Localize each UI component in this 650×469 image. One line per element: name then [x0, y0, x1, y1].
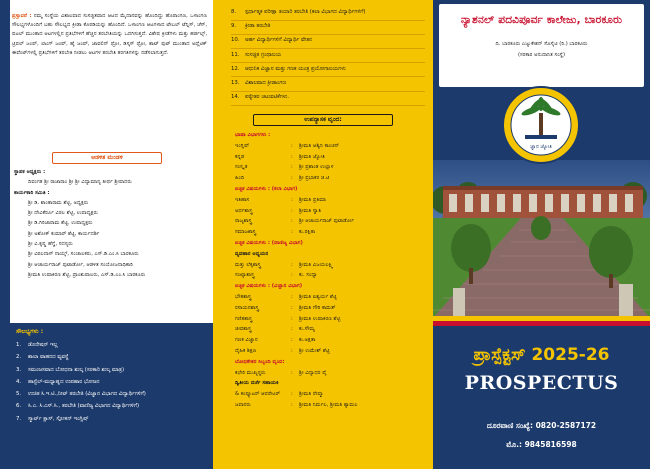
faculty-name: ಕು.ಅಕ್ಷತಾ — [299, 337, 316, 344]
faculty-colon: : — [291, 347, 293, 354]
faculty-subject: ಜೀವಶಾಸ್ತ್ರ — [235, 326, 252, 333]
logo-motto: ಜ್ಞಾನ ಜ್ಯೋತಿ — [530, 144, 552, 150]
intro-line: ಬಹು ಸೌಲಭ್ಯದ ಕ್ರೀಡಾ ಕೊಠಡಿಯನ್ನು ಹೊಂದಿದೆ. ಒಳಾಂಗಣ — [42, 22, 145, 29]
feature-item — [10, 364, 213, 376]
faculty-name: ಶ್ರೀಮತಿ ವಿಜಯಲಕ್ಷ್ಮಿ — [299, 261, 334, 268]
row-separator — [231, 48, 425, 49]
faculty-name: ಶ್ರೀಮತಿ ಆಶ್ವಿನಿ ಕಾಂಚನ್ — [299, 142, 340, 149]
faculty-colon: : — [291, 164, 293, 171]
faculty-colon: : — [291, 272, 293, 279]
faculty-row — [225, 195, 425, 206]
faculty-name: ಕು.ರಕ್ಷಿತಾ — [299, 229, 316, 236]
feature-number: 11. — [231, 51, 240, 58]
faculty-colon: : — [291, 218, 293, 225]
faculty-subject: ಜವಾನರು — [235, 401, 251, 408]
faculty-name: ಶ್ರೀಮತಿ ರೇಷ್ಮಾ — [299, 391, 324, 398]
feature-text: ಸುಸಜ್ಜಿತ ಗ್ರಂಥಾಲಯ — [245, 51, 282, 58]
faculty-colon: : — [291, 196, 293, 203]
feature-number: 4. — [16, 378, 22, 385]
row-separator — [231, 34, 425, 35]
intro-paragraph — [12, 12, 207, 58]
aided-note: (ಸರಕಾರ ಅನುದಾನಿತ ಸಂಸ್ಥೆ) — [517, 52, 566, 58]
faculty-row — [225, 270, 425, 281]
faculty-subject: ವ್ಯವಹಾರ ಅಧ್ಯಯನ — [235, 250, 269, 257]
faculty-colon: : — [291, 142, 293, 149]
faculty-row — [225, 378, 425, 389]
row-separator — [231, 76, 425, 77]
feature-item — [231, 66, 346, 73]
faculty-section-heading — [225, 184, 425, 195]
feature-text: ಆಧುನಿಕ ವಿಜ್ಞಾನ ಮತ್ತು ಗಣಕ ಯಂತ್ರ ಪ್ರಯೋಗಾಲಯಗಳು — [245, 65, 346, 72]
board-member: ಶ್ರೀ ವಿ.ಕೃಷ್ಣ ಹೆಗ್ಡೆ, ಸದಸ್ಯರು — [28, 241, 73, 248]
feature-number: 6. — [16, 403, 22, 410]
board-subheading: ಸ್ಥಾಪಕ ಅಧ್ಯಕ್ಷರು : — [14, 169, 46, 175]
faculty-subject: ಗಣಿತಶಾಸ್ತ್ರ — [235, 315, 253, 322]
faculty-subject: ಅರ್ಥಶಾಸ್ತ್ರ — [235, 207, 253, 214]
faculty-name: ಶ್ರೀಮತಿ ನಿರ್ಮಲ, ಶ್ರೀಮತಿ ಶ್ಯಾಮಲ — [299, 401, 358, 408]
row-separator — [231, 91, 425, 92]
faculty-subject: ಬೋಧಕೇತರ ಸಿಬ್ಬಂದಿ ವೃಂದ: — [235, 358, 285, 365]
feature-item — [10, 400, 213, 412]
feature-text: ಸಿ.ಎ. ಸಿ.ಎಸ್.ಸಿ., ತರಬೇತಿ (ವಾಣಿಜ್ಯ ವಿಭಾಗದ ವಿದ್ಯಾರ್ಥಿಗಳಿಗೆ) — [28, 403, 140, 410]
feature-number: 5. — [16, 391, 22, 398]
faculty-name: ಶ್ರೀಮತಿ ಸ್ವಾತಿ — [299, 207, 322, 214]
college-logo — [501, 85, 581, 165]
society-name: ದಿ. ಬಾರಕೂರು ಎಜ್ಯುಕೇಶನ್ ಸೊಸೈಟಿ (ರಿ.) ಬಾರಕೂರು — [495, 41, 588, 47]
feature-text: ಉಚಿತ ಸಿ.ಇ.ಟಿ.,ನೀಟ್ ತರಬೇತಿ (ವಿಜ್ಞಾನ ವಿಭಾಗದ ವಿದ್ಯಾರ್ಥಿಗಳಿಗೆ) — [28, 391, 146, 398]
campus-photo — [433, 160, 650, 318]
intro-heading: ಪ್ರಸ್ತಾವನೆ : — [12, 13, 32, 19]
faculty-name: ಶ್ರೀ ಪ್ರಶಾಂತ ಉಲ್ಲಾಳ — [299, 164, 334, 171]
faculty-subject: ಗಣಕ ವಿಜ್ಞಾನ — [235, 337, 258, 344]
intro-body — [12, 13, 207, 56]
faculty-name: ಕು. ಸಂಧ್ಯಾ — [299, 272, 318, 279]
feature-text: ಶಾಲಾ ವಾಹನದ ವ್ಯವಸ್ಥೆ — [28, 354, 69, 361]
feature-number: 9. — [231, 23, 237, 30]
board-member: ಶ್ರೀ ದೇವಿಕೆರ್ರೂ ವಿಠಲ ಶೆಟ್ಟಿ, ಉಪಾಧ್ಯಕ್ಷರು — [28, 210, 98, 217]
faculty-section-heading — [225, 238, 425, 249]
middle-panel — [213, 0, 433, 469]
faculty-subject: ಐಚ್ಛಿಕ ವಿಷಯಗಳು : (ಕಲಾ ವಿಭಾಗ) — [235, 185, 298, 192]
feature-number: 10. — [231, 37, 240, 44]
faculty-heading: ಉಪನ್ಯಾಸಕ ವೃಂದ: — [253, 114, 393, 126]
faculty-name: ಶ್ರೀಮತಿ ಜ್ಯೋತಿ — [299, 153, 325, 160]
faculty-subject: ಭೌತಶಾಸ್ತ್ರ — [235, 293, 252, 300]
faculty-subject: ಸಂಸ್ಕೃತ — [235, 164, 248, 171]
phone-number: ದೂರವಾಣಿ ಸಂಖ್ಯೆ: 0820-2587172 — [486, 421, 597, 430]
faculty-name: ಶ್ರೀಮತಿ ಪ್ರತಿಮಾ — [299, 196, 326, 203]
features-list — [10, 339, 213, 425]
faculty-subject: ಭಾಷಾ ವಿಭಾಗಗಳು : — [235, 132, 271, 138]
intro-line: ಈವೆಂಟ್‌ಗಳಲ್ಲಿ ಪ್ರತಿಭೆಗಳಿಗೆ ತರಬೇತಿ ನೀಡಲು ಆಟಗಳ ತರಬೇತಿ — [12, 49, 117, 56]
feature-number: 8. — [231, 9, 237, 15]
title-box — [439, 4, 644, 87]
faculty-name: ಶ್ರೀಮತಿ ಐಶ್ವರ್ಯ ಶೆಟ್ಟಿ — [299, 293, 337, 300]
feature-item — [10, 339, 213, 351]
right-panel — [433, 0, 650, 469]
prospectus-title-english: PROSPECTUS — [464, 372, 619, 394]
feature-text: ವಿಶಾಲವಾದ ಕ್ರೀಡಾಂಗಣ — [245, 80, 287, 86]
feature-item — [10, 376, 213, 388]
feature-number: 13. — [231, 80, 240, 86]
feature-item — [231, 52, 281, 59]
faculty-subject: ದೈಹಿಕ ಶಿಕ್ಷಣ — [235, 347, 257, 354]
faculty-section-heading — [225, 281, 425, 292]
feature-item — [231, 37, 312, 44]
faculty-subject: ಹಿಂದಿ — [235, 175, 245, 182]
faculty-subject: ಐಚ್ಛಿಕ ವಿಷಯಗಳು : (ವಾಣಿಜ್ಯ ವಿಭಾಗ) — [235, 239, 303, 246]
board-member: ಶ್ರೀ ಡಿ.ಗಿರಿಜಾರಾಮ ಶೆಟ್ಟಿ, ಉಪಾಧ್ಯಕ್ಷರು — [28, 220, 93, 227]
faculty-row — [225, 400, 425, 411]
feature-item — [10, 388, 213, 400]
faculty-row — [225, 303, 425, 314]
faculty-subject: & ಕಂಪ್ಯೂಟರ್ ಆಪರೇಟರ್ — [235, 391, 281, 398]
feature-text: ಹಾಸ್ಟೆಲ್-ಮಧ್ಯಾಹ್ನದ ಉಪಹಾರ ಭೋಜನ — [28, 378, 100, 385]
board-member: ದಿವಂಗತ ಶ್ರೀ ರಾಜಾರಾಂ ಶ್ರೀ ಶ್ರೀ ವಿದ್ಯಾಮಾನ್ಯ ತೀರ್ಥ ಶ್ರೀಪಾದರು — [28, 179, 132, 186]
faculty-name: ಶ್ರೀ ವಿದ್ಯಾಧರ ಪೈ — [299, 369, 327, 376]
faculty-subject: ರಸಾಯನಶಾಸ್ತ್ರ — [235, 304, 259, 311]
faculty-section-heading — [225, 357, 425, 368]
row-separator — [231, 20, 425, 21]
intro-line: ಮತ್ತು ಹರ್ಡಲ್ಸ್, ಟ್ರಿಪಲ್ ಜಂಪ್, ಲಾಂಗ್ ಜಂಪ್, ಹೈ ಜಂಪ್, — [12, 31, 207, 47]
faculty-subject: ಕನ್ನಡ — [235, 153, 245, 160]
feature-text: ಸಮಂಜಸವಾದ ಬೋಧನಾ ಶುಲ್ಕ (ಸರಕಾರಿ ಶುಲ್ಕ ಮಾತ್ರ) — [28, 366, 125, 373]
row-separator — [231, 62, 425, 63]
faculty-colon: : — [291, 261, 293, 268]
faculty-row — [225, 346, 425, 357]
board-list — [14, 167, 145, 280]
faculty-row — [225, 368, 425, 379]
faculty-row — [225, 249, 425, 260]
left-panel — [0, 0, 213, 469]
features-heading: ಸೌಲಭ್ಯಗಳು : — [16, 328, 44, 335]
feature-number: 7. — [16, 415, 22, 422]
board-member: ಶ್ರೀ ಆಚಾರ್ಯರಾಜ್ ಫುಟಾರ್ಡೋ, ಆಡಳಿತ ಸಂಯೋಜನಾಧಿಕಾರಿ — [28, 261, 133, 268]
intro-line: ಪ್ರತಿಭೆಗಳಿಗೆ ಹೆಚ್ಚಿನ ತರಬೇತಿಯನ್ನು ಒದಗಿಸುತ್ತದೆ. ವಿಶೇಷ ಕ್ರೀಡೆಗಳು — [63, 31, 177, 38]
feature-text: ಕ್ರೀಡಾ ತರಬೇತಿ — [245, 23, 271, 30]
board-member: ಶ್ರೀ ಡಿ. ಶಾಂತಾರಾಮ ಶೆಟ್ಟಿ, ಅಧ್ಯಕ್ಷರು — [28, 199, 89, 206]
feature-item — [231, 94, 289, 101]
faculty-name: ಶ್ರೀ ಉಮೇಶ್ ಶೆಟ್ಟಿ — [299, 347, 330, 354]
faculty-subject: ಸಮಾಜಶಾಸ್ತ್ರ — [235, 229, 257, 236]
faculty-name: ಶ್ರೀಮತಿ ಉಷಾಕಿರಣ ಶೆಟ್ಟಿ — [299, 315, 341, 322]
feature-item — [231, 23, 270, 30]
mobile-number: ಮೊ.: 9845816598 — [506, 440, 577, 449]
faculty-colon: : — [291, 207, 293, 214]
feature-number: 2. — [16, 354, 22, 361]
faculty-subject: ಇಂಗ್ಲಿಷ್ — [235, 142, 250, 149]
faculty-name: ಕು.ಸೌಮ್ಯ — [299, 326, 315, 333]
feature-item — [10, 351, 213, 363]
board-member: ಶ್ರೀ ವಿಠಲದಾಸ್ ನಾಯ್ಕ್, ಸಂಚಾಲಕರು, ಎಸ್.ಡಿ.ಎಂ.ಸಿ ಬಾರಕೂರು — [28, 251, 139, 258]
feature-text: ಪಠ್ಯೇತರ ಚಟುವಟಿಕೆಗಳು. — [245, 94, 290, 101]
faculty-row — [225, 324, 425, 335]
decorative-ribbon — [433, 316, 650, 326]
faculty-colon: : — [291, 391, 293, 398]
faculty-subject: ಸಂಖ್ಯಾಶಾಸ್ತ್ರ — [235, 272, 255, 279]
college-title: ನ್ಯಾಶನಲ್ ಪದವಿಪೂರ್ವ ಕಾಲೇಜು, ಬಾರಕೂರು — [460, 14, 623, 26]
intro-line: ನಮ್ಮ ಸಂಸ್ಥೆಯ ವಿಶಾಲವಾದ ಸುಸಜ್ಜಿತವಾದ ಆಟದ — [33, 13, 118, 19]
faculty-colon: : — [291, 229, 293, 236]
faculty-colon: : — [291, 315, 293, 322]
intro-line: ಆಟಗಳಾದ ಟೇಬಲ್ ಟೆನ್ನಿಸ್, ಚೆಸ್, ಷಟಲ್ ಮುಂತಾದ ಆಟಗಳಲ್ಲಿನ — [12, 22, 207, 38]
faculty-row — [225, 389, 425, 400]
faculty-subject: ಕಛೇರಿ ಮುಖ್ಯಸ್ಥರು — [235, 369, 266, 376]
faculty-colon: : — [291, 401, 293, 408]
feature-text: ಸ್ಮಾರ್ಟ್ ಕ್ಲಾಸ್, ಸ್ಪೋಕನ್ ಇಂಗ್ಲಿಷ್ — [28, 415, 89, 422]
board-member: ಶ್ರೀ ಅಶೋಕ್ ಕುಮಾರ್ ಶೆಟ್ಟಿ, ಕಾರ್ಯದರ್ಶಿ — [28, 230, 100, 237]
faculty-list — [225, 130, 425, 411]
board-heading: ಆಡಳಿತ ಮಂಡಳಿ — [52, 152, 162, 164]
faculty-colon: : — [291, 153, 293, 160]
intro-line: ಜಾವಲಿನ್ ಥ್ರೋ, ಡಿಸ್ಕಸ್ ಥ್ರೋ, ಶಾಟ್ ಪುಟ್ ಮುಂತಾದ ಅಥ್ಲೆಟಿಕ್ — [89, 40, 207, 47]
faculty-subject: ರಾಜ್ಯಶಾಸ್ತ್ರ — [235, 218, 252, 225]
feature-text: ಅರ್ಹ ವಿದ್ಯಾರ್ಥಿಗಳಿಗೆ ವಿದ್ಯಾರ್ಥಿ ವೇತನ — [245, 37, 313, 44]
feature-item — [10, 413, 213, 425]
faculty-colon: : — [291, 175, 293, 182]
feature-number: 1. — [16, 342, 22, 348]
feature-item — [231, 9, 366, 16]
feature-text: ಡೊನೇಷನ್ ಇಲ್ಲ — [28, 342, 58, 348]
faculty-row — [225, 216, 425, 227]
feature-text: ಸ್ಪರ್ಧಾತ್ಮಕ ಪರೀಕ್ಷಾ ತಯಾರಿ ತರಬೇತಿ (ಕಲಾ ವಿಭಾಗದ ವಿದ್ಯಾರ್ಥಿಗಳಿಗೆ) — [245, 9, 366, 15]
feature-number: 12. — [231, 65, 240, 72]
faculty-row — [225, 260, 425, 271]
faculty-subject: ಐಚ್ಛಿಕ ವಿಷಯಗಳು : (ವಿಜ್ಞಾನ ವಿಭಾಗ) — [235, 283, 303, 290]
faculty-row — [225, 141, 425, 152]
faculty-row — [225, 206, 425, 217]
faculty-colon: : — [291, 293, 293, 300]
faculty-row — [225, 227, 425, 238]
faculty-section-heading — [225, 130, 425, 141]
faculty-colon: : — [291, 337, 293, 344]
faculty-colon: : — [291, 326, 293, 333]
faculty-row — [225, 152, 425, 163]
faculty-subject: ದ್ವಿತೀಯ ದರ್ಜೆ ಸಹಾಯಕಿ — [235, 380, 279, 387]
faculty-subject: ಇತಿಹಾಸ — [235, 196, 250, 203]
board-member: ಶ್ರೀಮತಿ ಉಷಾಕಿರಣ ಶೆಟ್ಟಿ, ಪ್ರಾಂಶುಪಾಲರು, ಎಸ್.ಡಿ.ಎಂ.ಸಿ ಬಾರಕೂರು — [28, 271, 146, 278]
faculty-row — [225, 173, 425, 184]
faculty-name: ಶ್ರೀಮತಿ ಗೌರಿ ಕಾಮತ್ — [299, 304, 336, 311]
faculty-name: ಶ್ರೀ ಆಚಾರ್ಯರಾಜ್ ಫುಟಾರ್ಡೋ — [299, 218, 355, 225]
board-subheading: ಕಾರ್ಯಕಾರಿ ಸಮಿತಿ : — [14, 189, 50, 196]
faculty-name: ಶ್ರೀ ಪ್ರಭಾಕರ ಜಿ.ಟಿ — [299, 175, 330, 182]
faculty-colon: : — [291, 369, 293, 376]
feature-item — [231, 80, 286, 87]
faculty-row — [225, 335, 425, 346]
row-separator — [231, 105, 425, 106]
intro-line: ತರಗತಿಗಳನ್ನು ನಡೆಸಲಾಗುತ್ತದೆ. — [116, 49, 169, 56]
feature-number: 3. — [16, 366, 22, 373]
prospectus-title-kannada: ಪ್ರಾಸ್ಪೆಕ್ಟಸ್ 2025-26 — [473, 345, 610, 365]
faculty-row — [225, 314, 425, 325]
features-panel — [10, 323, 213, 469]
intro-line: ಮೈದಾನವನ್ನು ಹೊಂದಿದ್ದು ಹೊರಾಂಗಣ, ಒಳಾಂಗಣ ಸೌಲಭ್ಯಗಳೊಂದಿಗೆ — [12, 13, 207, 29]
feature-number: 14. — [231, 94, 240, 101]
faculty-row — [225, 162, 425, 173]
faculty-colon: : — [291, 304, 293, 311]
faculty-row — [225, 292, 425, 303]
faculty-subject: ಮತ್ತು ಲೆಕ್ಕಶಾಸ್ತ್ರ — [235, 261, 261, 268]
